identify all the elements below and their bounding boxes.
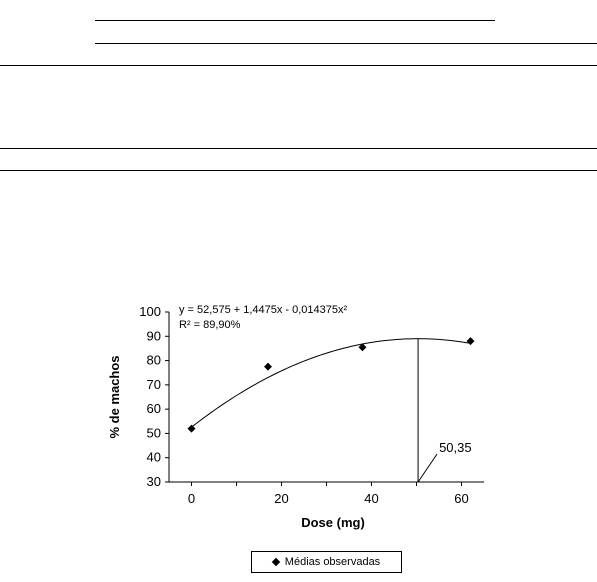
y-tick-label: 80 xyxy=(146,352,161,368)
data-point xyxy=(188,425,196,433)
fit-equation: y = 52,575 + 1,4475x - 0,014375x² xyxy=(179,304,348,316)
optimum-label: 50,35 xyxy=(439,440,472,455)
chart-axes xyxy=(169,312,484,482)
legend-diamond-icon xyxy=(272,558,280,566)
x-axis-title: Dose (mg) xyxy=(301,515,365,530)
fit-curve xyxy=(192,339,471,428)
data-point xyxy=(467,337,475,345)
y-axis-title: % de machos xyxy=(107,355,122,439)
x-tick-label: 40 xyxy=(364,491,379,506)
optimum-leader xyxy=(418,454,437,482)
y-tick-label: 50 xyxy=(146,425,161,441)
y-tick-label: 60 xyxy=(146,401,161,417)
y-tick-label: 70 xyxy=(146,376,161,392)
legend xyxy=(251,551,402,573)
y-tick-label: 40 xyxy=(146,449,161,465)
y-tick-label: 100 xyxy=(139,304,161,319)
legend-label: Médias observadas xyxy=(284,556,381,568)
x-tick-label: 0 xyxy=(187,491,196,506)
y-tick-label: 90 xyxy=(146,328,161,344)
annotation-layer xyxy=(418,339,472,482)
fit-layer xyxy=(192,339,471,428)
y-tick-label: 30 xyxy=(146,474,161,489)
chart-ticks xyxy=(139,304,468,506)
x-tick-label: 20 xyxy=(274,491,289,506)
data-point xyxy=(264,363,272,371)
x-tick-label: 60 xyxy=(454,491,469,506)
fit-r2: R² = 89,90% xyxy=(179,319,241,331)
